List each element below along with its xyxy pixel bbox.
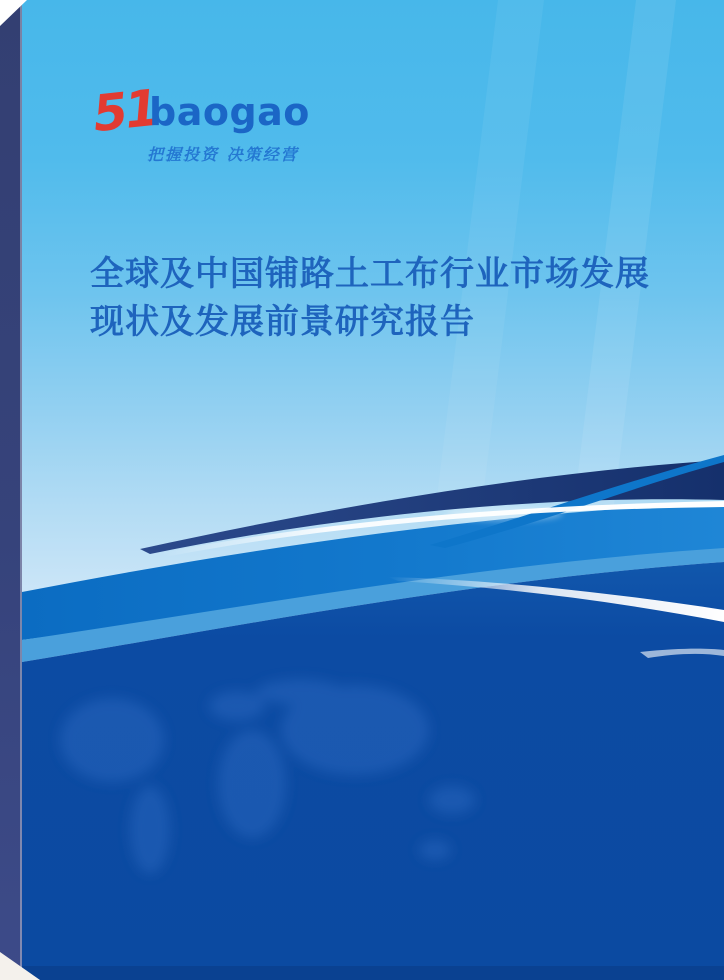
logo-name: baogao	[149, 90, 310, 134]
logo-tagline: 把握投资 决策经营	[147, 145, 299, 164]
title-line-1: 全球及中国铺路土工布行业市场发展	[90, 254, 650, 294]
left-accent-bar	[0, 0, 22, 980]
corner-cut-top-left	[0, 0, 27, 26]
bottom-dark-strip	[0, 966, 724, 980]
logo-mark-51: 51	[90, 78, 160, 144]
brand-logo	[90, 78, 323, 176]
report-title	[90, 250, 670, 346]
title-line-2: 现状及发展前景研究报告	[90, 302, 475, 342]
corner-cut-bottom-left	[0, 952, 40, 980]
